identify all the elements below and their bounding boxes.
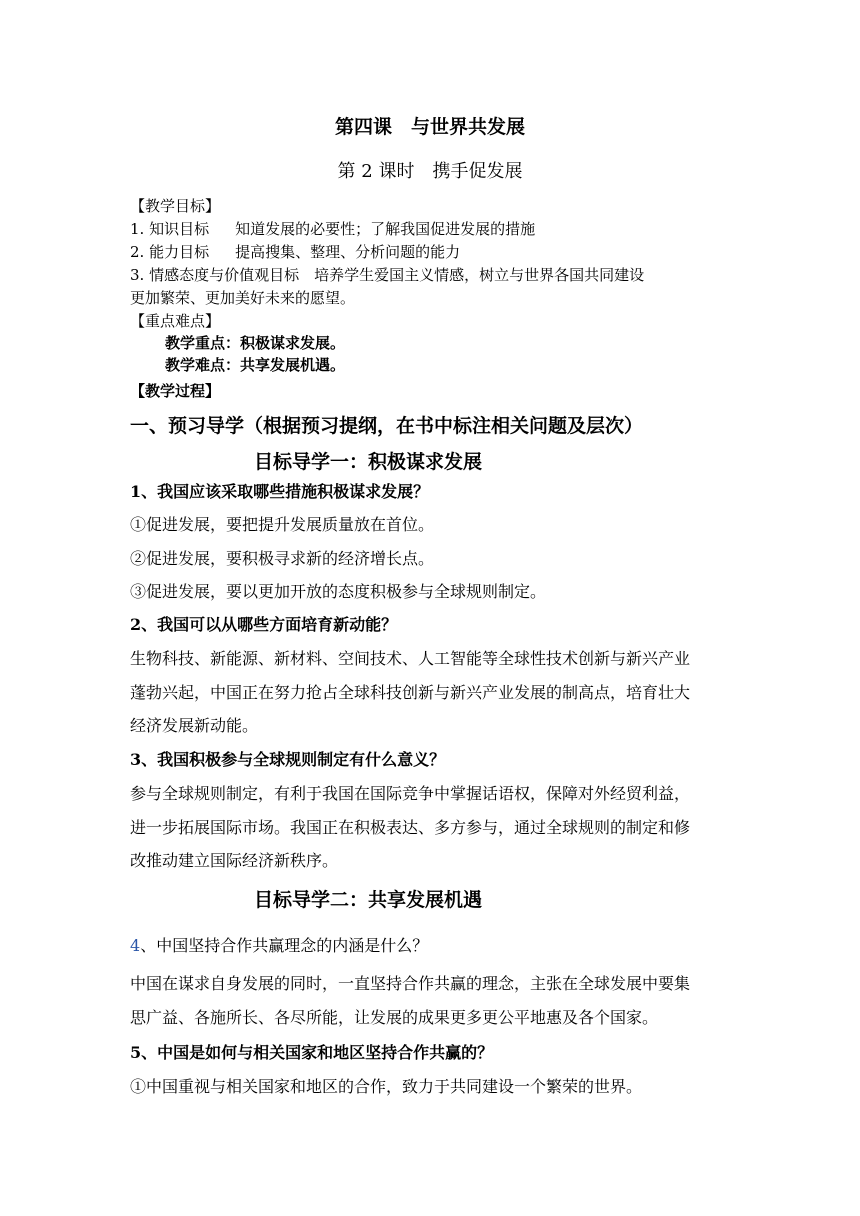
goal-ability-label: 2. 能力目标: [130, 243, 210, 261]
lesson-title: 第四课 与世界共发展: [334, 116, 525, 138]
goal-ability-text: 提高搜集、整理、分析问题的能力: [235, 243, 461, 261]
goal-two-heading: 目标导学二：共享发展机遇: [254, 889, 483, 911]
goal-knowledge: [130, 222, 535, 237]
answer-5-line: ①中国重视与相关国家和地区的合作，致力于共同建设一个繁荣的世界。: [130, 1077, 643, 1096]
answer-3-line: 改推动建立国际经济新秩序。: [130, 851, 339, 870]
answer-1-item: ②促进发展，要积极寻求新的经济增长点。: [130, 549, 435, 568]
question-2: 2、我国可以从哪些方面培育新动能？: [130, 615, 398, 634]
answer-1-item: ③促进发展，要以更加开放的态度积极参与全球规则制定。: [130, 582, 547, 601]
goal-emotion-line-1: 3. 情感态度与价值观目标 培养学生爱国主义情感，树立与世界各国共同建设: [130, 266, 645, 284]
lesson-subtitle: 第 2 课时 携手促发展: [337, 161, 523, 182]
question-4-text: 、中国坚持合作共赢理念的内涵是什么？: [140, 936, 429, 955]
goal-knowledge-text: 知道发展的必要性；了解我国促进发展的措施: [235, 220, 536, 238]
answer-2-line: 蓬勃兴起，中国正在努力抢占全球科技创新与新兴产业发展的制高点，培育壮大: [130, 683, 691, 702]
teaching-focus: 教学重点：积极谋求发展。: [165, 334, 346, 352]
question-4: [130, 938, 428, 954]
question-3: 3、我国积极参与全球规则制定有什么意义？: [130, 750, 446, 769]
answer-4-line: 思广益、各施所长、各尽所能，让发展的成果更多更公平地惠及各个国家。: [130, 1008, 659, 1027]
goal-emotion-line-2: 更加繁荣、更加美好未来的愿望。: [130, 289, 356, 307]
question-1: 1、我国应该采取哪些措施积极谋求发展？: [130, 482, 430, 501]
teaching-difficulty: 教学难点：共享发展机遇。: [165, 356, 346, 374]
goals-heading: 【教学目标】: [130, 197, 221, 215]
answer-2-line: 生物科技、新能源、新材料、空间技术、人工智能等全球性技术创新与新兴产业: [130, 649, 691, 668]
goal-one-heading: 目标导学一：积极谋求发展: [254, 451, 483, 473]
goal-knowledge-label: 1. 知识目标: [130, 220, 210, 238]
answer-1-item: ①促进发展，要把提升发展质量放在首位。: [130, 515, 435, 534]
answer-2-line: 经济发展新动能。: [130, 716, 259, 735]
process-heading: 【教学过程】: [130, 382, 221, 400]
question-4-number: 4: [130, 936, 141, 955]
answer-3-line: 参与全球规则制定，有利于我国在国际竞争中掌握话语权，保障对外经贸利益，: [130, 784, 691, 803]
section-preview: 一、预习导学（根据预习提纲，在书中标注相关问题及层次）: [130, 415, 644, 437]
answer-3-line: 进一步拓展国际市场。我国正在积极表达、多方参与，通过全球规则的制定和修: [130, 818, 691, 837]
goal-ability: [130, 245, 460, 260]
question-5: 5、中国是如何与相关国家和地区坚持合作共赢的？: [130, 1043, 494, 1062]
key-points-heading: 【重点难点】: [130, 312, 221, 330]
answer-4-line: 中国在谋求自身发展的同时，一直坚持合作共赢的理念，主张在全球发展中要集: [130, 974, 691, 993]
